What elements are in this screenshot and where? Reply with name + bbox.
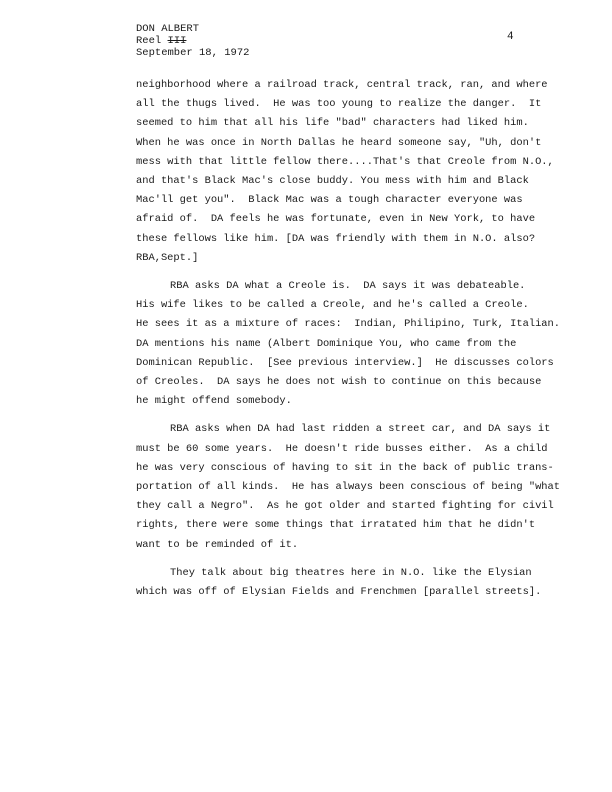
text-line: Dominican Republic. [See previous interview.] He discusses colors xyxy=(136,356,554,369)
paragraph-gap xyxy=(136,411,576,420)
page-number: 4 xyxy=(507,31,514,43)
paragraph xyxy=(136,420,576,554)
text-line: Mac'll get you". Black Mac was a tough character everyone was xyxy=(136,194,523,207)
reel-label: Reel xyxy=(136,35,162,47)
text-line: they call a Negro". As he got older and started fighting for civil xyxy=(136,500,554,513)
paragraph-gap xyxy=(136,555,576,564)
text-line: They talk about big theatres here in N.O. like the Elysian xyxy=(170,566,532,579)
text-line: and that's Black Mac's close buddy. You mess with him and Black xyxy=(136,175,529,188)
text-line: seemed to him that all his life "bad" characters had liked him. xyxy=(136,117,529,130)
interview-date: September 18, 1972 xyxy=(136,47,250,59)
text-line: all the thugs lived. He was too young to realize the danger. It xyxy=(136,98,542,111)
text-line: neighborhood where a railroad track, central track, ran, and where xyxy=(136,79,548,91)
text-line: RBA asks DA what a Creole is. DA says it was debateable. xyxy=(170,280,526,293)
text-line: When he was once in North Dallas he heard someone say, "Uh, don't xyxy=(136,136,542,149)
text-line: afraid of. DA feels he was fortunate, even in New York, to have xyxy=(136,213,536,226)
text-line: rights, there were some things that irratated him that he didn't xyxy=(136,519,536,532)
text-line: RBA asks when DA had last ridden a street car, and DA says it xyxy=(170,423,551,436)
paragraph xyxy=(136,564,576,602)
text-line: want to be reminded of it. xyxy=(136,538,299,551)
reel-number: III xyxy=(167,35,187,47)
transcript-body xyxy=(136,76,576,602)
interviewee-name: DON ALBERT xyxy=(136,23,200,35)
text-line: which was off of Elysian Fields and Frenchmen [parallel streets]. xyxy=(136,586,542,599)
text-line: RBA,Sept.] xyxy=(136,251,199,264)
text-line: he was very conscious of having to sit in the back of public trans- xyxy=(136,461,554,474)
text-line: His wife likes to be called a Creole, and he's called a Creole. xyxy=(136,299,529,312)
text-line: portation of all kinds. He has always been conscious of being "what xyxy=(136,481,561,494)
paragraph xyxy=(136,277,576,411)
paragraph-gap xyxy=(136,268,576,277)
reel-line xyxy=(136,35,249,47)
paragraph xyxy=(136,76,576,268)
text-line: must be 60 some years. He doesn't ride busses either. As a child xyxy=(136,442,548,455)
text-line: DA mentions his name (Albert Dominique You, who came from the xyxy=(136,337,517,350)
text-line: He sees it as a mixture of races: Indian, Philipino, Turk, Italian. xyxy=(136,318,561,331)
text-line: he might offend somebody. xyxy=(136,395,292,408)
text-line: these fellows like him. [DA was friendly with them in N.O. also? xyxy=(136,232,536,245)
transcript-header xyxy=(136,23,249,59)
text-line: of Creoles. DA says he does not wish to continue on this because xyxy=(136,376,542,389)
text-line: mess with that little fellow there....That's that Creole from N.O., xyxy=(136,155,554,168)
